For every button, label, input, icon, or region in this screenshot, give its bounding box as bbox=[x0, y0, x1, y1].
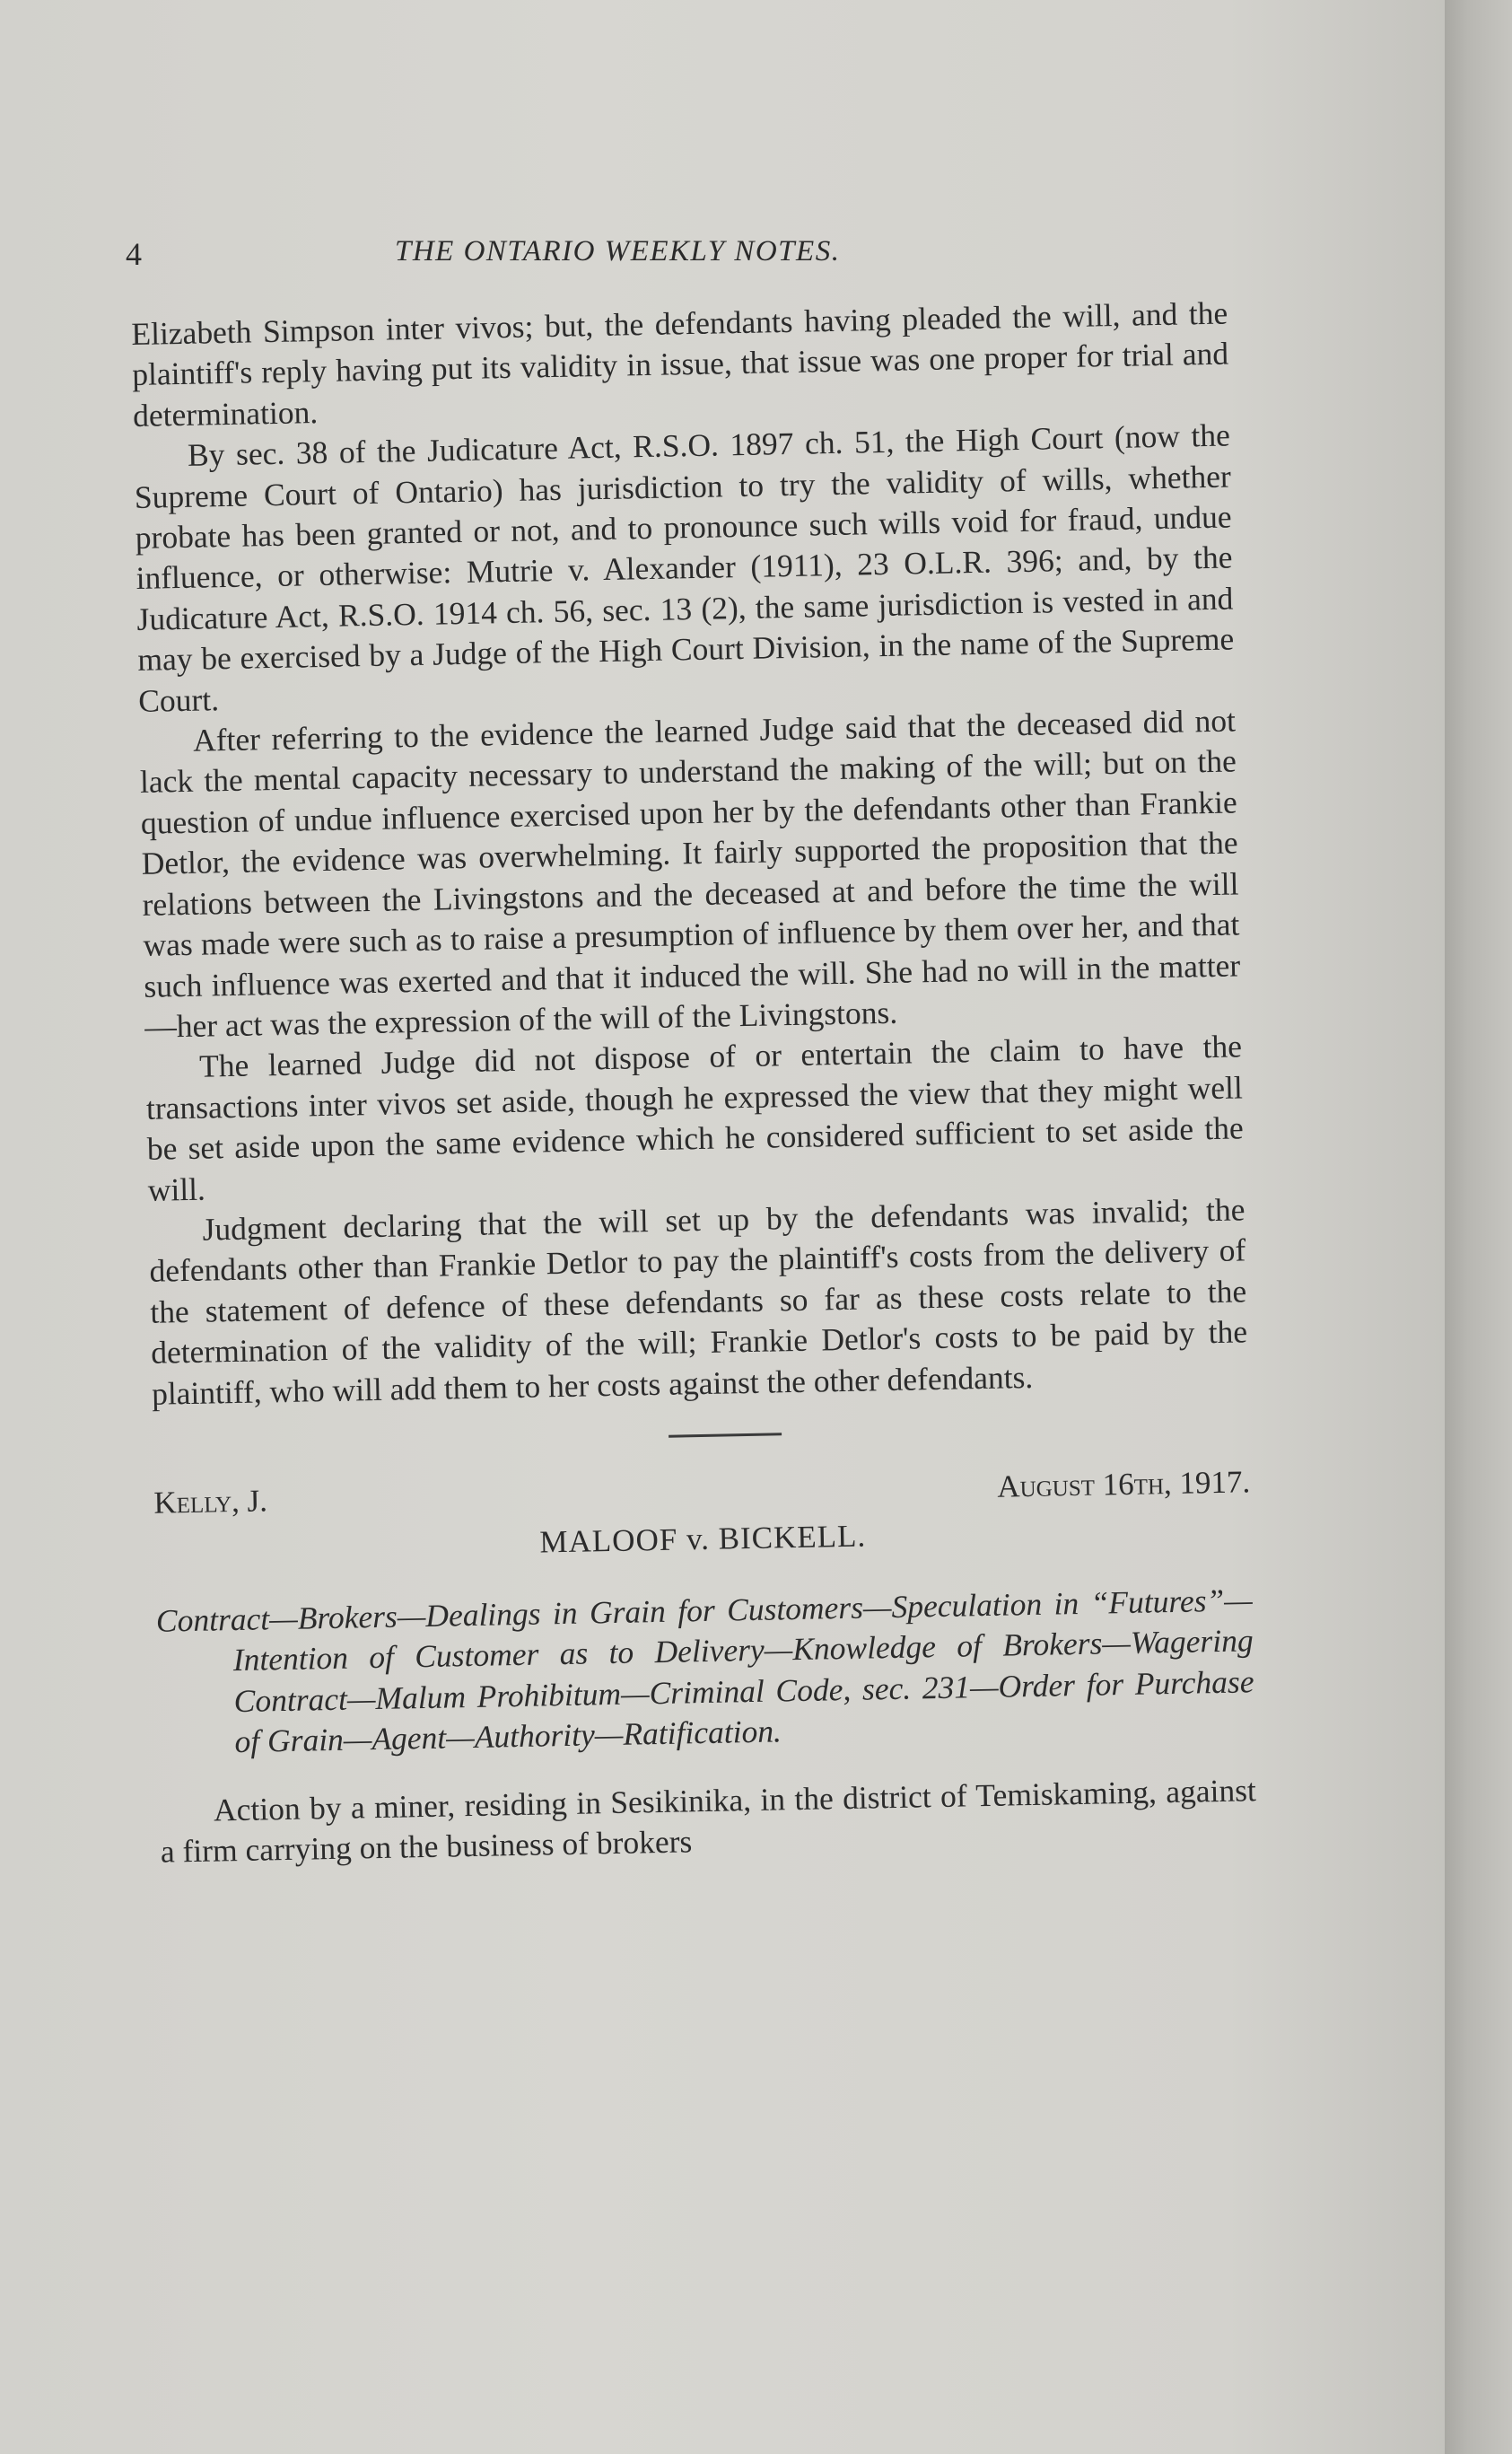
paragraph: By sec. 38 of the Judicature Act, R.S.O. 1897 ch. 51, the High Court (now the Supreme Court of Ontario) has jurisdiction to try the validity of wills, whether probate has been granted or not, and to pronounce such wills void for fraud, undue influence, or otherwise: Mutrie v. Alexander (1911), 23 O.L.R. 396; and, by the Judicature Act, R.S.O. 1914 ch. 56, sec. 13 (2), the same jurisdiction is vested in and may be exercised by a Judge of the High Court Division, in the name of the Supreme Court. bbox=[134, 416, 1235, 719]
paragraph: After referring to the evidence the learned Judge said that the deceased did not lack the mental capacity necessary to understand the making of the will; but on the question of undue influence exercised upon her by the defendants other than Frankie Detlor, the evidence was overwhelming. It fairly supported the proposition that the relations between the Livingstons and the deceased at and before the time the will was made were such as to raise a presumption of influence by them over her, and that such influence was exerted and that it induced the will. She had no will in the matter—her act was the expression of the will of the Livingstons. bbox=[139, 702, 1241, 1045]
page-number: 4 bbox=[126, 236, 142, 272]
page-header bbox=[0, 235, 1445, 289]
running-title: THE ONTARIO WEEKLY NOTES. bbox=[395, 235, 841, 267]
divider-rule bbox=[669, 1433, 782, 1437]
page-edge bbox=[1445, 0, 1512, 2454]
paragraph: Judgment declaring that the will set up by the defendants was invalid; the defendants other than Frankie Detlor to pay the plaintiff's costs from the delivery of the statement of defence of these defendants so far as these costs relate to the determination of the validity of the will; Frankie Detlor's costs to be paid by the plaintiff, who will add them to her costs against the other defendants. bbox=[149, 1191, 1248, 1412]
case-title: MALOOF v. BICKELL. bbox=[539, 1518, 867, 1560]
case-date: August 16th, 1917. bbox=[996, 1464, 1251, 1504]
paragraph: Elizabeth Simpson inter vivos; but, the defendants having pleaded the will, and the plaintiff's reply having put its validity in issue, that issue was one proper for trial and determination. bbox=[131, 294, 1229, 434]
body-text bbox=[131, 294, 1257, 1873]
judge-name: Kelly, J. bbox=[153, 1483, 268, 1521]
paragraph: The learned Judge did not dispose of or entertain the claim to have the transactions inter vivos set aside, though he expressed the view that they might well be set aside upon the same evidence which he considered sufficient to set aside the will. bbox=[145, 1028, 1245, 1208]
paragraph: Action by a miner, residing in Sesikinika, in the district of Temiskaming, against a firm carrying on the business of brokers bbox=[160, 1771, 1257, 1870]
case-heading bbox=[153, 1461, 1252, 1572]
case-headnote: Contract—Brokers—Dealings in Grain for Customers—Speculation in “Futures”—Intention of Customer as to Delivery—Knowledge of Brokers—Wagering Contract—Malum Prohibitum—Criminal Code, sec. 231—Order for Purchase of Grain—Agent—Authority—Ratification. bbox=[155, 1582, 1254, 1760]
